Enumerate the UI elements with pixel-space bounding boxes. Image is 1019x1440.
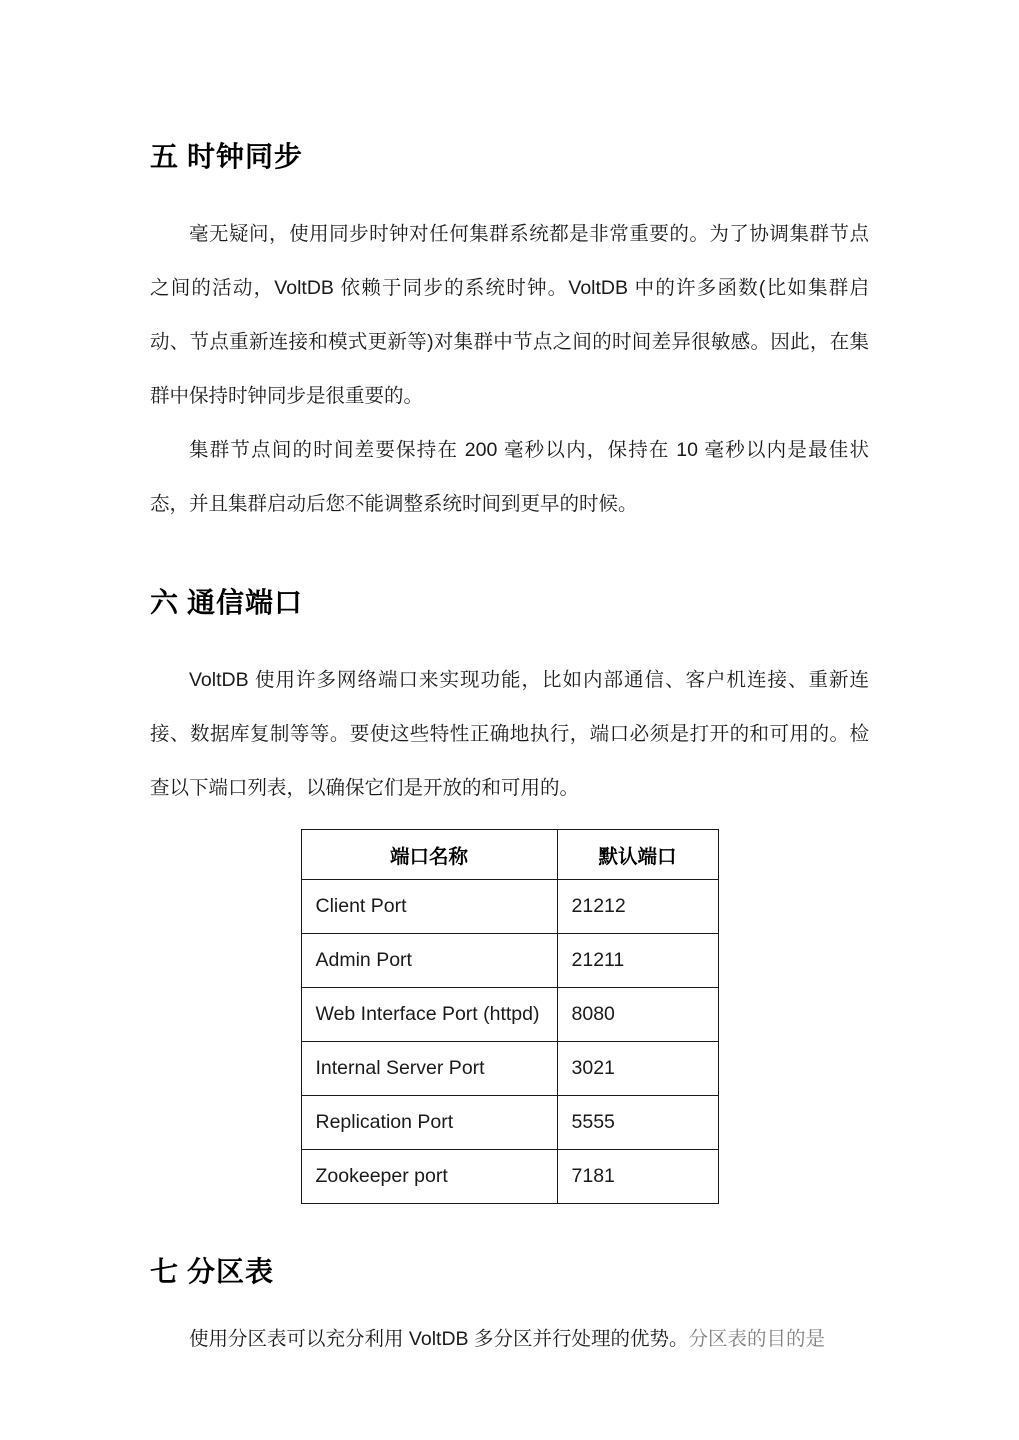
- port-table-header-port: 默认端口: [557, 830, 718, 880]
- port-value-cell: 21212: [557, 880, 718, 934]
- paragraph-partition-text-black: 使用分区表可以充分利用 VoltDB 多分区并行处理的优势。: [189, 1328, 689, 1350]
- port-value-cell: 7181: [557, 1150, 718, 1204]
- table-row: [301, 1150, 718, 1204]
- port-name-cell: Replication Port: [301, 1096, 557, 1150]
- paragraph-partition-table-1: [150, 1312, 869, 1366]
- paragraph-clock-sync-1: 毫无疑问，使用同步时钟对任何集群系统都是非常重要的。为了协调集群节点之间的活动，VoltDB 依赖于同步的系统时钟。VoltDB 中的许多函数(比如集群启动、节点重新连接和模式更新等)对集群中节点之间的时间差异很敏感。因此，在集群中保持时钟同步是很重要的。: [150, 223, 869, 407]
- paragraph-partition-text-gray: 分区表的目的是: [688, 1328, 825, 1350]
- table-row: [301, 1042, 718, 1096]
- paragraph-comm-ports-1: VoltDB 使用许多网络端口来实现功能，比如内部通信、客户机连接、重新连接、数据库复制等等。要使这些特性正确地执行，端口必须是打开的和可用的。检查以下端口列表，以确保它们是开放的和可用的。: [150, 669, 869, 799]
- port-name-cell: Web Interface Port (httpd): [301, 988, 557, 1042]
- port-value-cell: 3021: [557, 1042, 718, 1096]
- port-value-cell: 5555: [557, 1096, 718, 1150]
- paragraph-clock-sync-2: 集群节点间的时间差要保持在 200 毫秒以内，保持在 10 毫秒以内是最佳状态，并且集群启动后您不能调整系统时间到更早的时候。: [150, 439, 869, 515]
- port-name-cell: Client Port: [301, 880, 557, 934]
- port-name-cell: Internal Server Port: [301, 1042, 557, 1096]
- port-value-cell: 8080: [557, 988, 718, 1042]
- port-name-cell: Admin Port: [301, 934, 557, 988]
- table-row: [301, 934, 718, 988]
- port-table: [301, 829, 719, 1204]
- table-row: [301, 988, 718, 1042]
- table-row: [301, 1096, 718, 1150]
- port-name-cell: Zookeeper port: [301, 1150, 557, 1204]
- port-value-cell: 21211: [557, 934, 718, 988]
- section-heading-partition-table: 七 分区表: [150, 1257, 275, 1288]
- port-table-header-name: 端口名称: [301, 830, 557, 880]
- section-heading-clock-sync: 五 时钟同步: [150, 142, 304, 173]
- section-heading-comm-ports: 六 通信端口: [150, 588, 304, 619]
- port-table-header-row: [301, 830, 718, 880]
- table-row: [301, 880, 718, 934]
